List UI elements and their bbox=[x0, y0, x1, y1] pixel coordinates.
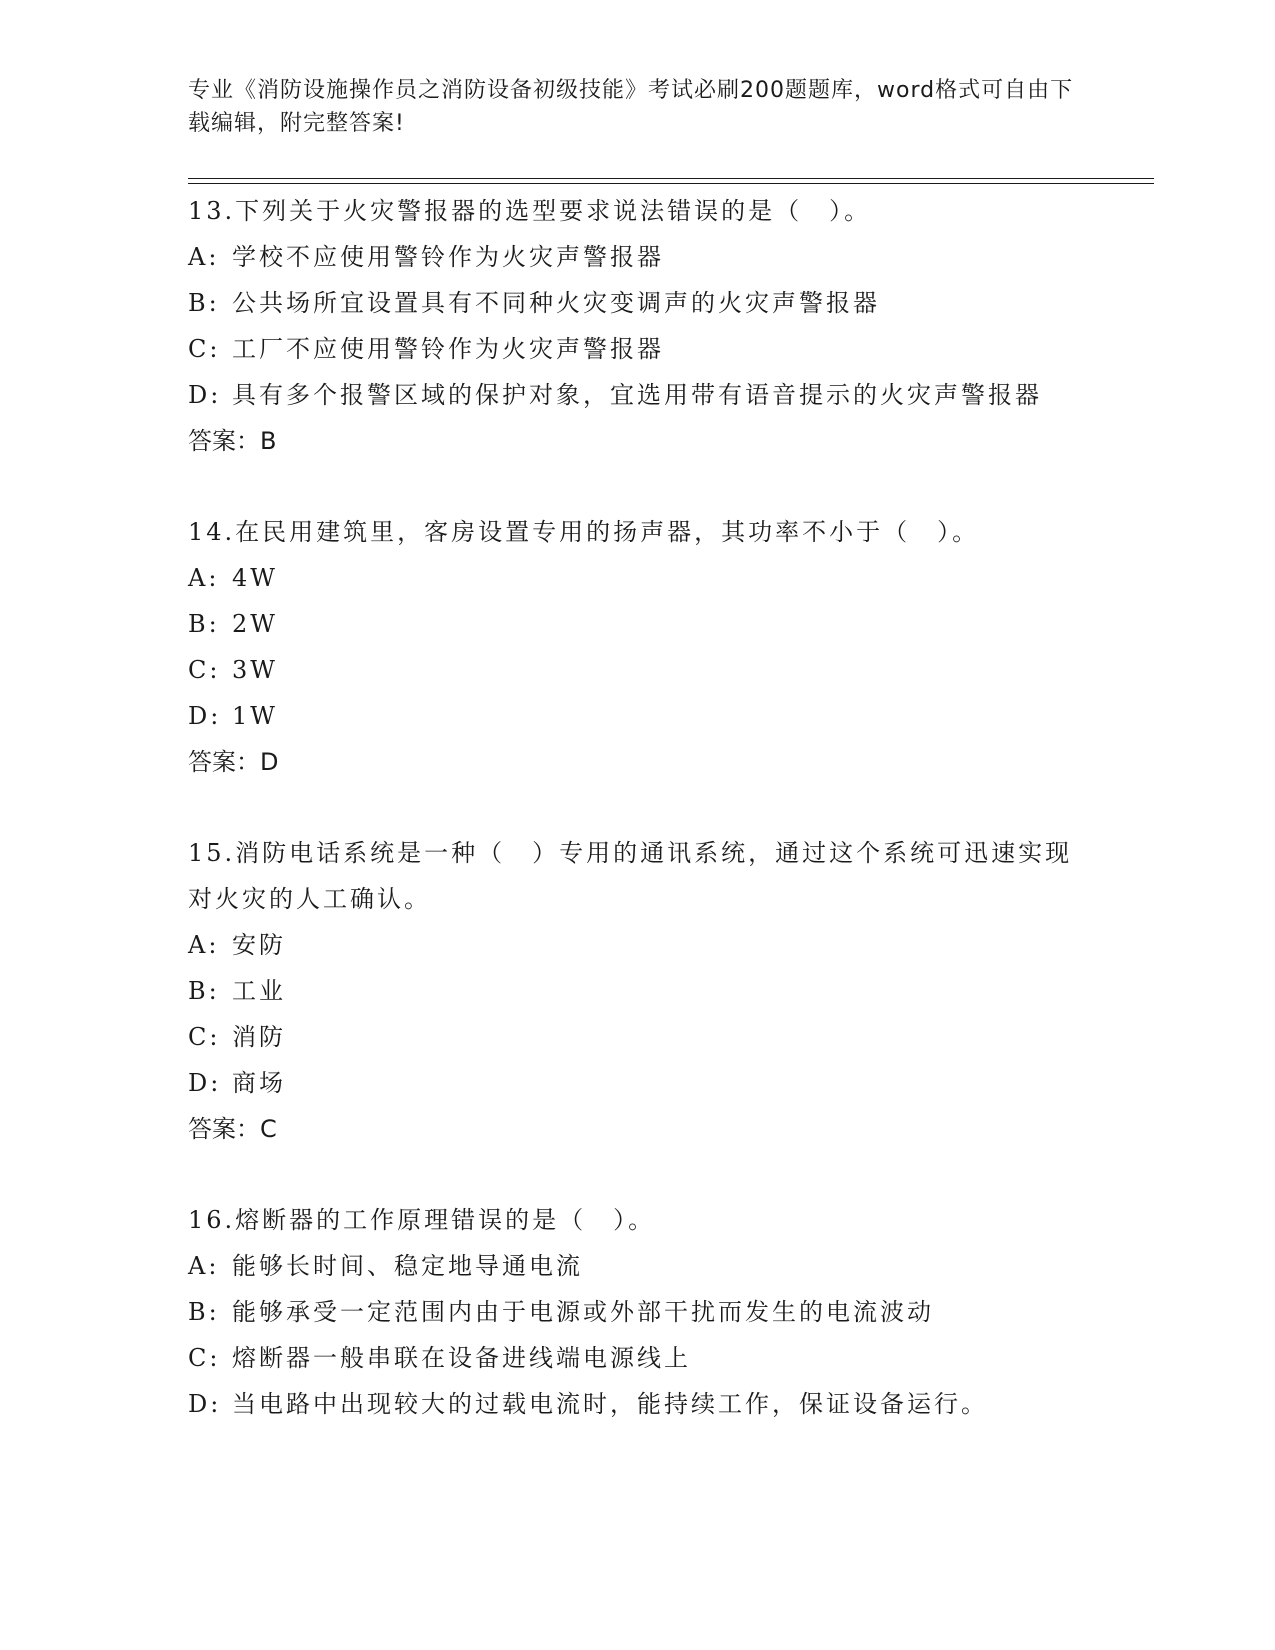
question-13 bbox=[188, 188, 1088, 464]
option-label: A: bbox=[188, 243, 220, 271]
question-list bbox=[188, 188, 1088, 1472]
answer-text: 答案：B bbox=[188, 427, 277, 455]
option-text: 工厂不应使用警铃作为火灾声警报器 bbox=[232, 335, 664, 363]
option-label: A: bbox=[188, 564, 220, 592]
option-a bbox=[188, 922, 1088, 968]
option-text: 安防 bbox=[232, 931, 286, 959]
header-rule-top bbox=[188, 178, 1154, 179]
option-label: C: bbox=[188, 656, 221, 684]
question-stem: 13.下列关于火灾警报器的选型要求说法错误的是（ ）。 bbox=[188, 197, 872, 225]
question-14 bbox=[188, 509, 1088, 785]
option-text: 商场 bbox=[232, 1069, 286, 1097]
option-label: C: bbox=[188, 1344, 221, 1372]
option-text: 能够承受一定范围内由于电源或外部干扰而发生的电流波动 bbox=[232, 1298, 934, 1326]
option-label: B: bbox=[188, 977, 220, 1005]
option-label: D: bbox=[188, 1069, 222, 1097]
option-label: C: bbox=[188, 1023, 221, 1051]
option-c bbox=[188, 1014, 1088, 1060]
option-text: 能够长时间、稳定地导通电流 bbox=[232, 1252, 583, 1280]
option-d bbox=[188, 372, 1058, 418]
option-label: A: bbox=[188, 1252, 220, 1280]
option-text: 当电路中出现较大的过载电流时，能持续工作，保证设备运行。 bbox=[232, 1390, 988, 1418]
option-c bbox=[188, 647, 1088, 693]
option-label: D: bbox=[188, 381, 222, 409]
option-a bbox=[188, 555, 1088, 601]
question-16 bbox=[188, 1197, 1088, 1427]
question-stem: 14.在民用建筑里，客房设置专用的扬声器，其功率不小于（ ）。 bbox=[188, 518, 980, 546]
option-label: B: bbox=[188, 610, 220, 638]
option-text: 工业 bbox=[232, 977, 286, 1005]
option-d bbox=[188, 693, 1088, 739]
option-b bbox=[188, 601, 1088, 647]
option-d bbox=[188, 1060, 1088, 1106]
option-label: D: bbox=[188, 702, 222, 730]
option-text: 2W bbox=[232, 610, 278, 638]
option-label: B: bbox=[188, 1298, 220, 1326]
question-stem: 16.熔断器的工作原理错误的是（ ）。 bbox=[188, 1206, 656, 1234]
option-text: 4W bbox=[232, 564, 278, 592]
document-header: 专业《消防设施操作员之消防设备初级技能》考试必刷200题题库，word格式可自由下载编辑，附完整答案! bbox=[188, 78, 1074, 136]
option-c bbox=[188, 1335, 1088, 1381]
question-stem: 15.消防电话系统是一种（ ）专用的通讯系统，通过这个系统可迅速实现对火灾的人工确认。 bbox=[188, 839, 1073, 913]
option-b bbox=[188, 968, 1088, 1014]
option-text: 学校不应使用警铃作为火灾声警报器 bbox=[232, 243, 664, 271]
question-15 bbox=[188, 830, 1088, 1152]
option-label: A: bbox=[188, 931, 220, 959]
option-label: D: bbox=[188, 1390, 222, 1418]
option-text: 3W bbox=[232, 656, 278, 684]
option-label: B: bbox=[188, 289, 220, 317]
option-text: 消防 bbox=[232, 1023, 286, 1051]
answer-text: 答案：D bbox=[188, 748, 279, 776]
option-a bbox=[188, 1243, 1088, 1289]
option-a bbox=[188, 234, 1088, 280]
option-text: 公共场所宜设置具有不同种火灾变调声的火灾声警报器 bbox=[232, 289, 880, 317]
option-b bbox=[188, 280, 1088, 326]
option-text: 熔断器一般串联在设备进线端电源线上 bbox=[232, 1344, 691, 1372]
option-text: 1W bbox=[232, 702, 278, 730]
option-d bbox=[188, 1381, 1088, 1427]
header-rule-bottom bbox=[188, 183, 1154, 184]
option-b bbox=[188, 1289, 1088, 1335]
option-c bbox=[188, 326, 1088, 372]
option-label: C: bbox=[188, 335, 221, 363]
answer-text: 答案：C bbox=[188, 1115, 277, 1143]
option-text: 具有多个报警区域的保护对象，宜选用带有语音提示的火灾声警报器 bbox=[232, 381, 1042, 409]
